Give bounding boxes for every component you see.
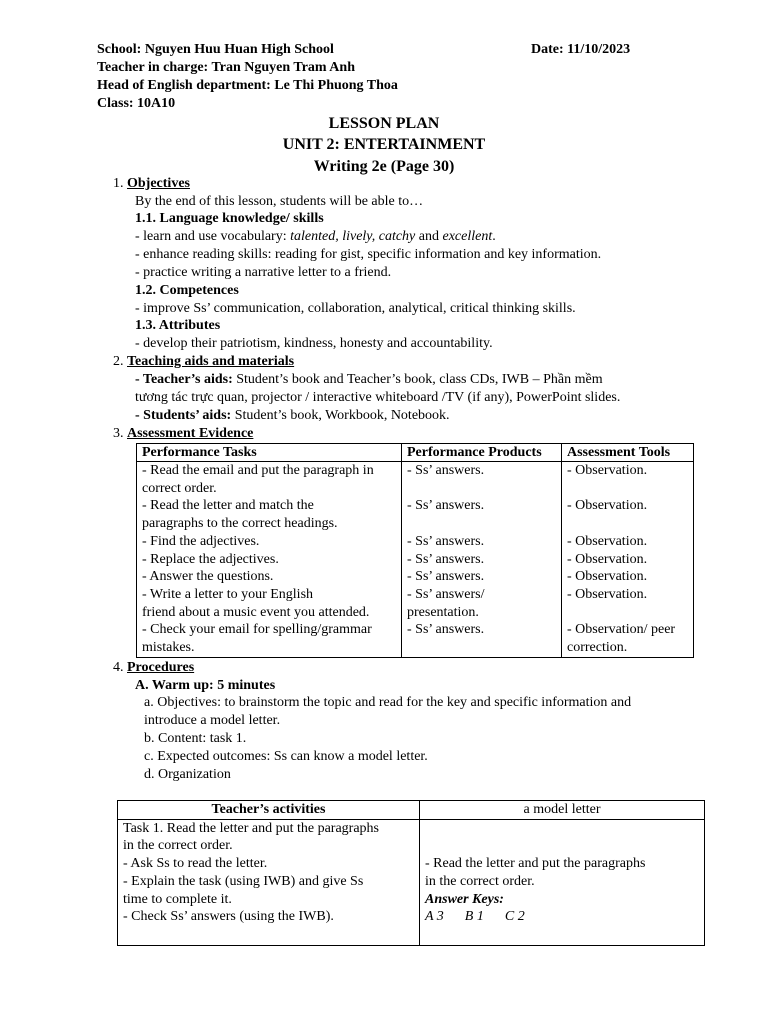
school-name: School: Nguyen Huu Huan High School bbox=[97, 42, 334, 57]
table-cell: - Ss’ answers. - Ss’ answers. - Ss’ answers. - Ss’ answers. - Ss’ answers. - Ss’ answers/ presentation. - Ss’ answers. bbox=[402, 462, 562, 658]
teacher-aids-line-2: tương tác trực quan, projector / interactive whiteboard /TV (if any), PowerPoint slides. bbox=[135, 390, 621, 405]
assessment-heading: 3. Assessment Evidence bbox=[113, 426, 254, 441]
procedures-table bbox=[117, 800, 705, 946]
assessment-table bbox=[136, 443, 694, 658]
procedures-table-header bbox=[118, 801, 705, 820]
class-name: Class: 10A10 bbox=[97, 96, 176, 111]
attributes-heading: 1.3. Attributes bbox=[135, 318, 221, 333]
teacher-aids-line: - Teacher’s aids: Student’s book and Teacher’s book, class CDs, IWB – Phần mềm bbox=[135, 372, 603, 387]
title-writing: Writing 2e (Page 30) bbox=[313, 158, 455, 175]
assessment-table-header bbox=[137, 444, 694, 462]
students-aids-line: - Students’ aids: Student’s book, Workbook, Notebook. bbox=[135, 408, 450, 423]
teacher-in-charge: Teacher in charge: Tran Nguyen Tram Anh bbox=[97, 60, 355, 75]
language-skills-heading: 1.1. Language knowledge/ skills bbox=[135, 211, 324, 226]
lesson-date: Date: 11/10/2023 bbox=[531, 42, 631, 57]
assessment-row bbox=[137, 462, 694, 658]
competences-heading: 1.2. Competences bbox=[135, 283, 239, 298]
head-of-department: Head of English department: Le Thi Phuong Thoa bbox=[97, 78, 398, 93]
attributes-line: - develop their patriotism, kindness, honesty and accountability. bbox=[135, 336, 493, 351]
objectives-heading: 1. Objectives bbox=[113, 176, 190, 191]
aids-heading: 2. Teaching aids and materials bbox=[113, 354, 295, 369]
column-header: a model letter bbox=[420, 801, 705, 820]
warmup-heading: A. Warm up: 5 minutes bbox=[135, 678, 276, 693]
warmup-content: b. Content: task 1. bbox=[144, 731, 247, 746]
column-header: Performance Products bbox=[402, 444, 562, 462]
table-cell: - Observation. - Observation. - Observation. - Observation. - Observation. - Observation. - Observation/ peer correction. bbox=[562, 462, 694, 658]
column-header: Assessment Tools bbox=[562, 444, 694, 462]
warmup-organization: d. Organization bbox=[144, 767, 231, 782]
table-cell: - Read the letter and put the paragraphs in the correct order. Answer Keys: A 3 B 1 C 2 bbox=[420, 819, 705, 945]
writing-skills-line: - practice writing a narrative letter to a friend. bbox=[135, 265, 392, 280]
title-unit: UNIT 2: ENTERTAINMENT bbox=[282, 136, 486, 153]
table-cell: - Read the email and put the paragraph in correct order. - Read the letter and match the paragraphs to the correct headings. - Find the adjectives. - Replace the adjectives. - Answer the questions. - Write a letter to your English friend about a music event you attended. - Check your email for spelling/grammar mistakes. bbox=[137, 462, 402, 658]
column-header: Performance Tasks bbox=[137, 444, 402, 462]
warmup-outcomes: c. Expected outcomes: Ss can know a model letter. bbox=[144, 749, 428, 764]
warmup-objectives-2: introduce a model letter. bbox=[144, 713, 281, 728]
reading-skills-line: - enhance reading skills: reading for gist, specific information and key information. bbox=[135, 247, 602, 262]
answer-keys-label: Answer Keys: bbox=[425, 891, 504, 907]
title-lesson-plan: LESSON PLAN bbox=[328, 115, 440, 132]
procedures-heading: 4. Procedures bbox=[113, 660, 195, 675]
warmup-objectives: a. Objectives: to brainstorm the topic and read for the key and specific information and bbox=[144, 695, 632, 710]
competences-line: - improve Ss’ communication, collaboration, analytical, critical thinking skills. bbox=[135, 301, 576, 316]
table-cell: Task 1. Read the letter and put the paragraphs in the correct order. - Ask Ss to read the letter. - Explain the task (using IWB) and give Ss time to complete it. - Check Ss’ answers (using the IWB). bbox=[118, 819, 420, 945]
vocab-line: - learn and use vocabulary: talented, lively, catchy and excellent. bbox=[135, 229, 496, 244]
column-header: Teacher’s activities bbox=[118, 801, 420, 820]
objectives-intro: By the end of this lesson, students will be able to… bbox=[135, 194, 424, 209]
answer-keys: A 3 B 1 C 2 bbox=[425, 909, 525, 925]
procedures-row bbox=[118, 819, 705, 945]
